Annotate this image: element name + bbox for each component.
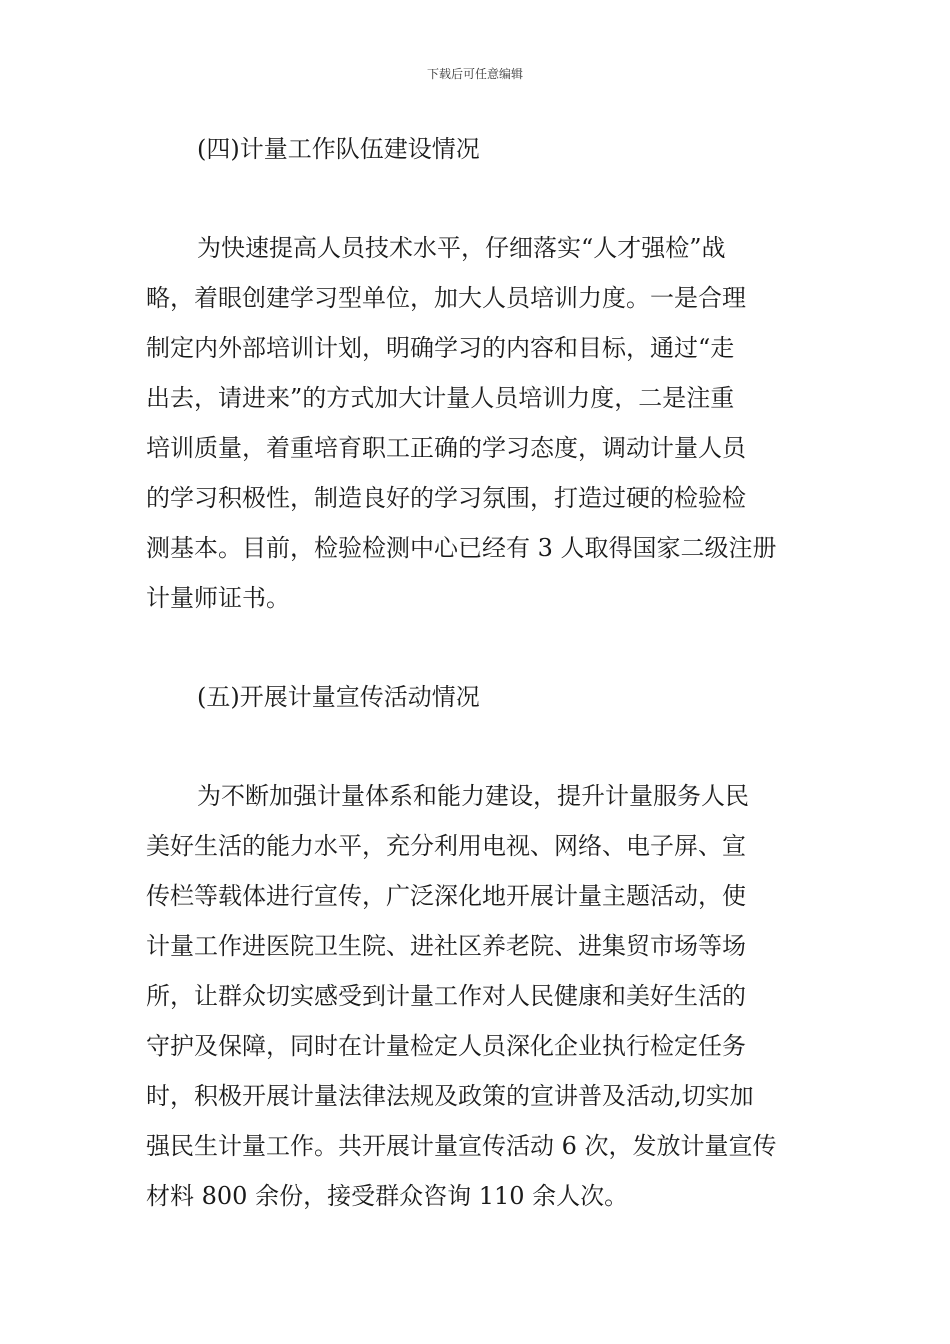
paragraph-line: 守护及保障，同时在计量检定人员深化企业执行检定任务 bbox=[146, 1032, 746, 1060]
paragraph-line: 计量师证书。 bbox=[146, 584, 290, 612]
page-header-note: 下载后可任意编辑 bbox=[426, 67, 523, 81]
paragraph-line: 强民生计量工作。共开展计量宣传活动 6 次，发放计量宣传 bbox=[146, 1132, 777, 1160]
paragraph-line: 测基本。目前，检验检测中心已经有 3 人取得国家二级注册 bbox=[146, 534, 777, 562]
paragraph-line: 制定内外部培训计划，明确学习的内容和目标，通过“走 bbox=[146, 334, 735, 362]
section-heading-publicity: (五)开展计量宣传活动情况 bbox=[197, 683, 480, 711]
paragraph-line: 略，着眼创建学习型单位，加大人员培训力度。一是合理 bbox=[146, 284, 746, 312]
paragraph-line: 为不断加强计量体系和能力建设，提升计量服务人民 bbox=[197, 782, 749, 810]
paragraph-line: 时，积极开展计量法律法规及政策的宣讲普及活动,切实加 bbox=[146, 1082, 754, 1110]
paragraph-line: 计量工作进医院卫生院、进社区养老院、进集贸市场等场 bbox=[146, 932, 746, 960]
paragraph-line: 美好生活的能力水平，充分利用电视、网络、电子屏、宣 bbox=[146, 832, 746, 860]
paragraph-line: 传栏等载体进行宣传，广泛深化地开展计量主题活动，使 bbox=[146, 882, 746, 910]
paragraph-line: 所，让群众切实感受到计量工作对人民健康和美好生活的 bbox=[146, 982, 746, 1010]
paragraph-line: 的学习积极性，制造良好的学习氛围，打造过硬的检验检 bbox=[146, 484, 746, 512]
section-heading-team-building: (四)计量工作队伍建设情况 bbox=[197, 135, 480, 163]
paragraph-line: 出去，请进来”的方式加大计量人员培训力度，二是注重 bbox=[146, 384, 735, 412]
paragraph-line: 材料 800 余份，接受群众咨询 110 余人次。 bbox=[146, 1182, 629, 1210]
paragraph-line: 为快速提高人员技术水平，仔细落实“人才强检”战 bbox=[197, 234, 726, 262]
paragraph-line: 培训质量，着重培育职工正确的学习态度，调动计量人员 bbox=[146, 434, 746, 462]
